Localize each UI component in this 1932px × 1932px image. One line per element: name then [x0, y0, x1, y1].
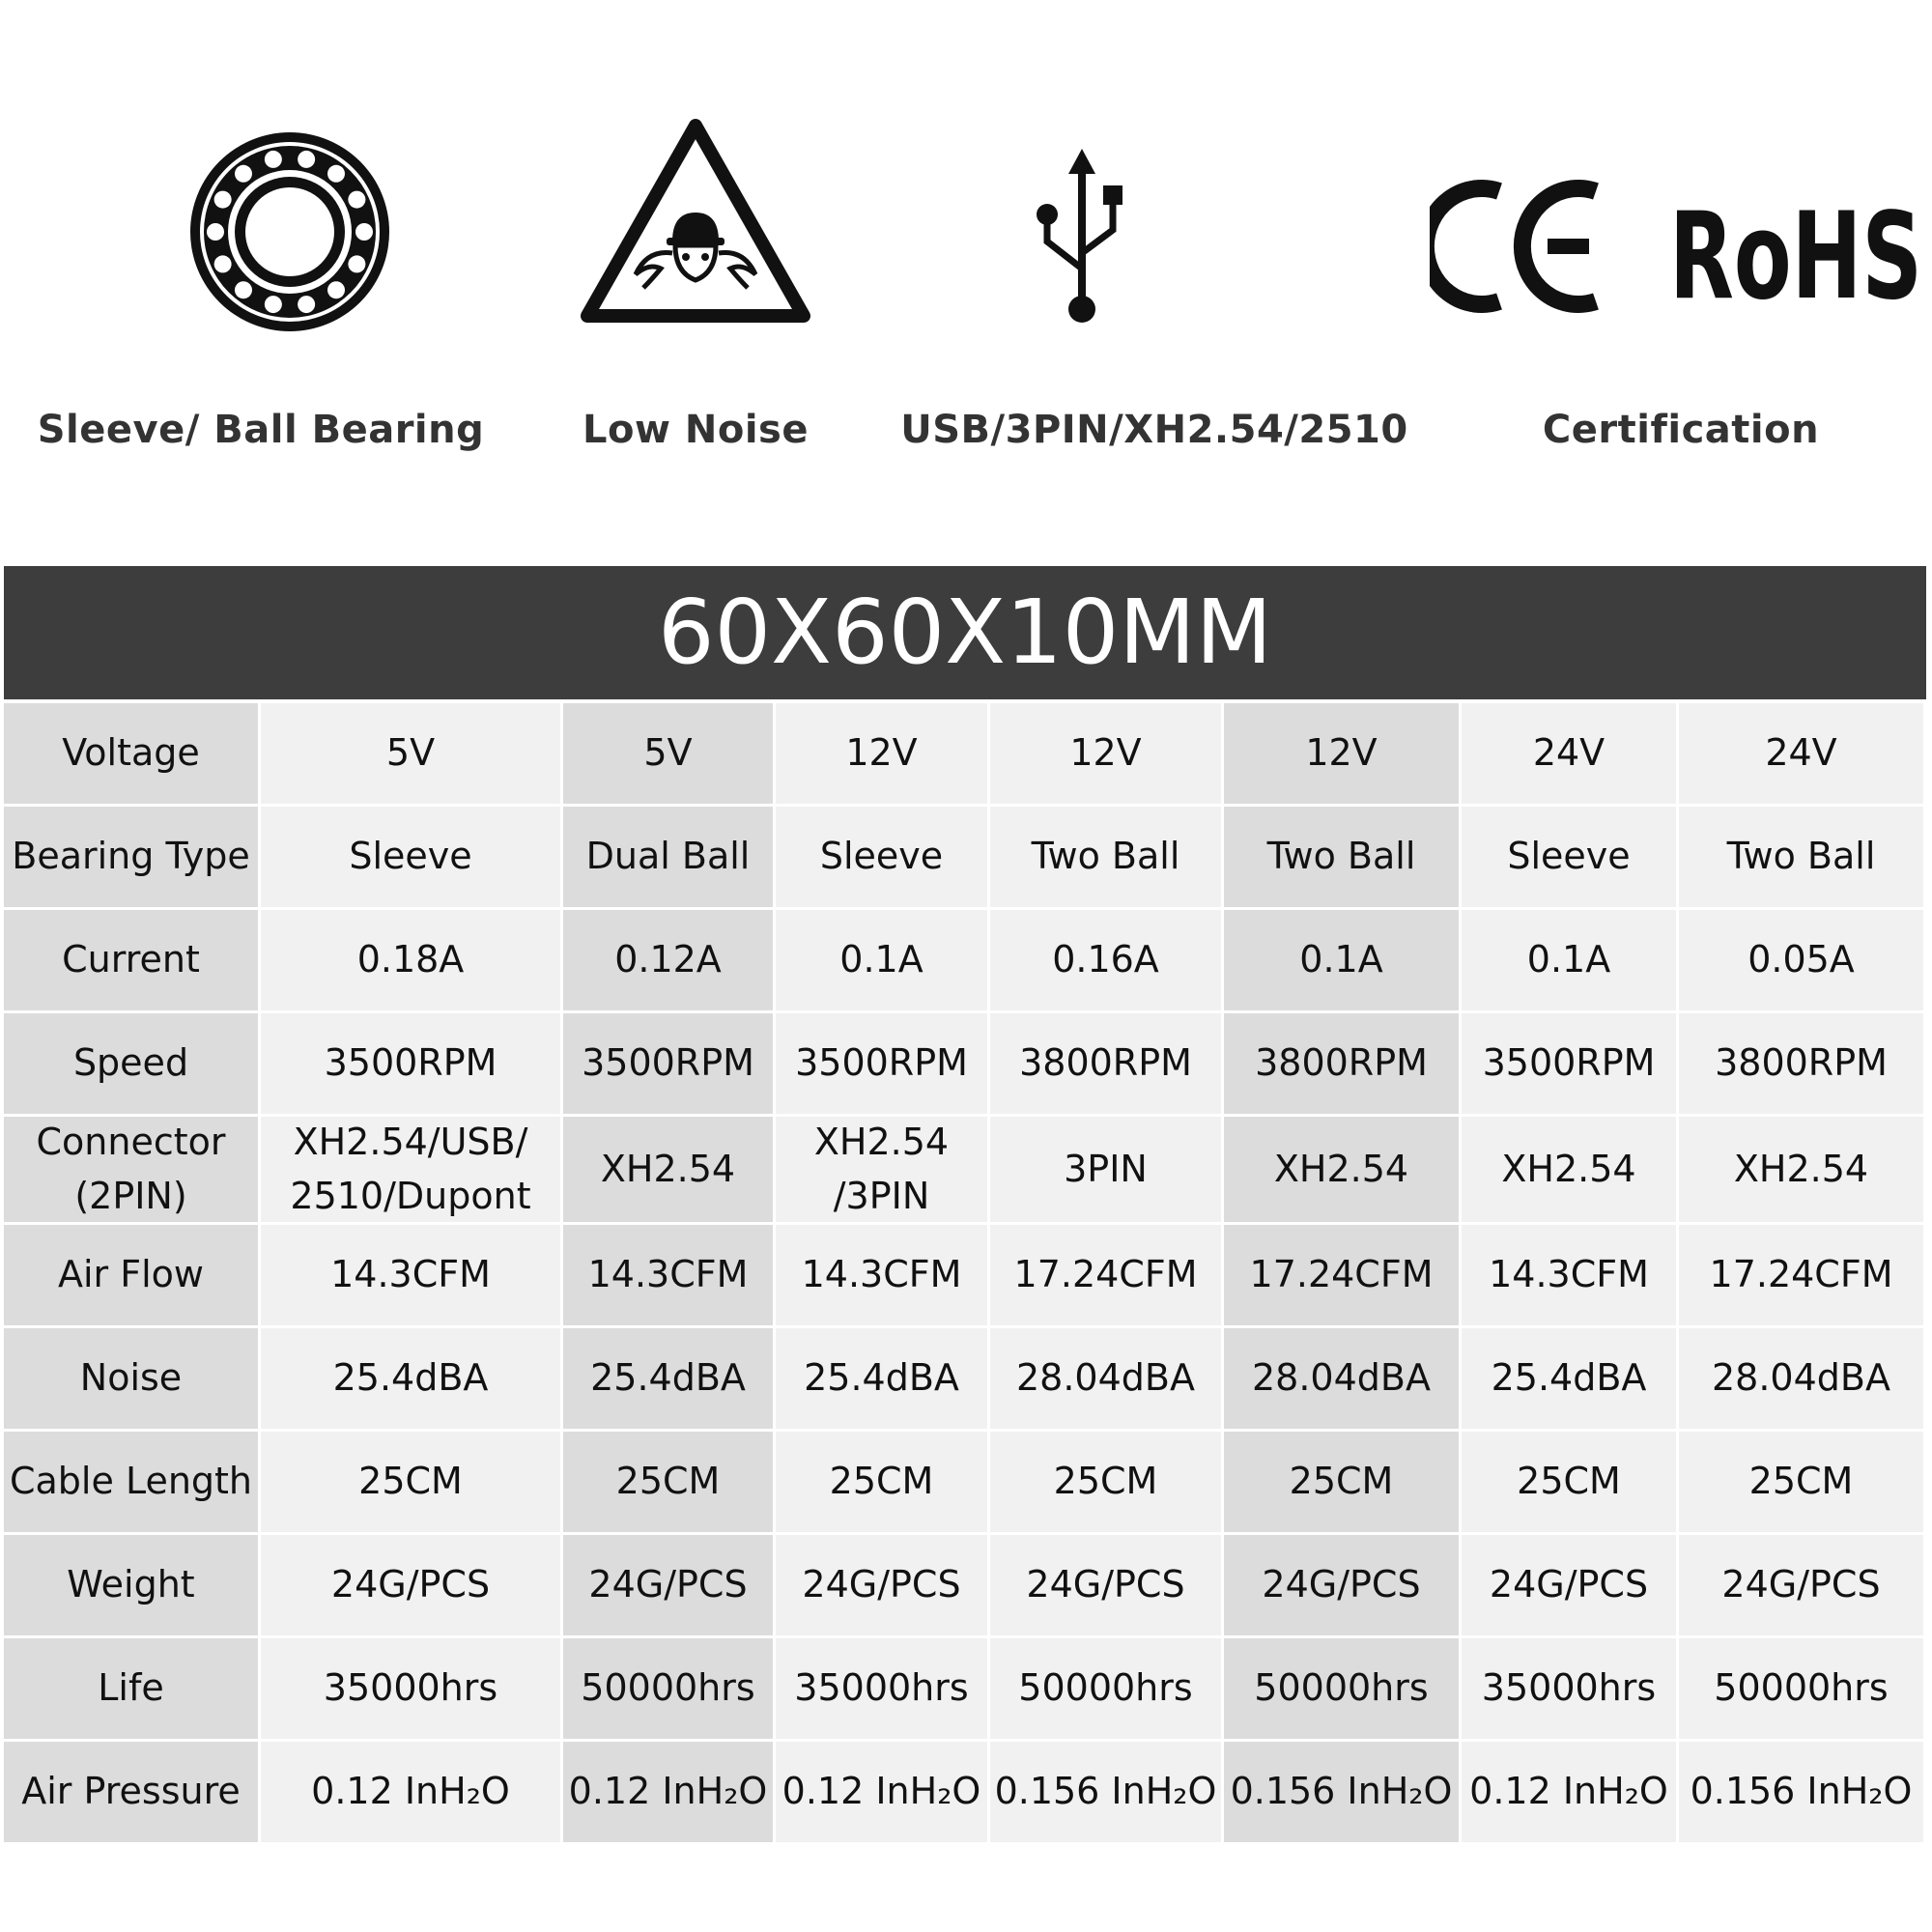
table-cell: XH2.54 [1679, 1117, 1923, 1222]
table-cell: 0.12 InH₂O [1462, 1742, 1676, 1842]
table-cell: XH2.54 [1224, 1117, 1459, 1222]
table-cell: XH2.54 [563, 1117, 773, 1222]
feature-label-certification: Certification [1542, 408, 1820, 452]
table-cell: 5V [261, 703, 560, 804]
feature-label-bearing: Sleeve/ Ball Bearing [37, 408, 485, 452]
table-row [4, 1328, 1926, 1432]
table-cell: 28.04dBA [1224, 1328, 1459, 1429]
feature-label-low-noise: Low Noise [582, 408, 809, 452]
bearing-ball [355, 223, 373, 241]
table-cell: 0.156 InH₂O [990, 1742, 1221, 1842]
table-cell: 0.1A [776, 910, 987, 1010]
table-cell: 50000hrs [1224, 1638, 1459, 1739]
table-cell: XH2.54 /3PIN [776, 1117, 987, 1222]
table-cell: Sleeve [776, 807, 987, 907]
table-row [4, 1013, 1926, 1117]
table-row [4, 1432, 1926, 1535]
table-row [4, 807, 1926, 910]
table-cell: 12V [990, 703, 1221, 804]
table-cell: 28.04dBA [1679, 1328, 1923, 1429]
table-cell: 25CM [563, 1432, 773, 1532]
table-cell: 17.24CFM [1679, 1225, 1923, 1325]
table-cell: 35000hrs [261, 1638, 560, 1739]
bearing-ball [327, 165, 345, 183]
low-noise-warning-icon [580, 118, 811, 326]
table-cell: 25CM [1462, 1432, 1676, 1532]
table-cell: 14.3CFM [776, 1225, 987, 1325]
table-cell: 0.156 InH₂O [1224, 1742, 1459, 1842]
table-row [4, 1535, 1926, 1638]
table-cell: Two Ball [990, 807, 1221, 907]
row-header: Speed [4, 1013, 258, 1114]
table-cell: 35000hrs [1462, 1638, 1676, 1739]
table-cell: 14.3CFM [563, 1225, 773, 1325]
bearing-ball [265, 296, 282, 313]
row-header: Air Flow [4, 1225, 258, 1325]
row-header: Voltage [4, 703, 258, 804]
table-cell: 25CM [776, 1432, 987, 1532]
bearing-ball [298, 151, 315, 168]
table-cell: 35000hrs [776, 1638, 987, 1739]
bearing-ball [348, 191, 365, 209]
table-row [4, 1638, 1926, 1742]
row-header: Life [4, 1638, 258, 1739]
table-cell: 5V [563, 703, 773, 804]
row-header: Bearing Type [4, 807, 258, 907]
table-cell: 24G/PCS [1462, 1535, 1676, 1635]
row-header: Noise [4, 1328, 258, 1429]
table-cell: 24G/PCS [261, 1535, 560, 1635]
table-cell: 0.05A [1679, 910, 1923, 1010]
table-row [4, 1742, 1926, 1845]
table-cell: Dual Ball [563, 807, 773, 907]
ce-rohs-icon [1430, 174, 1932, 319]
table-row [4, 910, 1926, 1013]
table-title: 60X60X10MM [4, 566, 1926, 699]
table-cell: 3800RPM [990, 1013, 1221, 1114]
bearing-ball [214, 255, 232, 272]
table-cell: 17.24CFM [990, 1225, 1221, 1325]
table-cell: XH2.54/USB/ 2510/Dupont [261, 1117, 560, 1222]
table-cell: 0.12 InH₂O [563, 1742, 773, 1842]
row-header: Weight [4, 1535, 258, 1635]
bearing-ball [235, 281, 252, 298]
usb-icon [1034, 145, 1130, 328]
bearing-ball [207, 223, 224, 241]
table-cell: Sleeve [261, 807, 560, 907]
table-cell: 50000hrs [563, 1638, 773, 1739]
table-cell: 24G/PCS [563, 1535, 773, 1635]
table-cell: 25.4dBA [563, 1328, 773, 1429]
table-cell: 0.12 InH₂O [776, 1742, 987, 1842]
table-cell: 17.24CFM [1224, 1225, 1459, 1325]
table-cell: 14.3CFM [261, 1225, 560, 1325]
table-cell: Two Ball [1679, 807, 1923, 907]
table-cell: 3500RPM [261, 1013, 560, 1114]
table-cell: 0.12A [563, 910, 773, 1010]
table-cell: 14.3CFM [1462, 1225, 1676, 1325]
table-row [4, 1225, 1926, 1328]
table-cell: 3800RPM [1224, 1013, 1459, 1114]
bearing-ball [348, 255, 365, 272]
row-header: Air Pressure [4, 1742, 258, 1842]
table-cell: 50000hrs [990, 1638, 1221, 1739]
table-cell: 24G/PCS [776, 1535, 987, 1635]
table-cell: 12V [776, 703, 987, 804]
table-row [4, 703, 1926, 807]
table-cell: 12V [1224, 703, 1459, 804]
table-cell: 25CM [990, 1432, 1221, 1532]
table-cell: 0.1A [1462, 910, 1676, 1010]
feature-label-connectors: USB/3PIN/XH2.54/2510 [900, 408, 1408, 452]
row-header: Current [4, 910, 258, 1010]
table-cell: 3800RPM [1679, 1013, 1923, 1114]
table-cell: 28.04dBA [990, 1328, 1221, 1429]
bearing-ball [298, 296, 315, 313]
table-cell: Two Ball [1224, 807, 1459, 907]
table-cell: 50000hrs [1679, 1638, 1923, 1739]
bearing-ball [327, 281, 345, 298]
table-cell: 0.12 InH₂O [261, 1742, 560, 1842]
table-cell: 25.4dBA [261, 1328, 560, 1429]
table-cell: 24G/PCS [1224, 1535, 1459, 1635]
table-cell: 3500RPM [776, 1013, 987, 1114]
ball-bearing-icon [184, 126, 396, 338]
table-cell: 25CM [261, 1432, 560, 1532]
table-cell: 0.156 InH₂O [1679, 1742, 1923, 1842]
spec-grid [4, 703, 1926, 1845]
table-cell: 24G/PCS [1679, 1535, 1923, 1635]
table-cell: 25.4dBA [776, 1328, 987, 1429]
bearing-ball [214, 191, 232, 209]
table-cell: 0.18A [261, 910, 560, 1010]
feature-strip [0, 0, 1932, 541]
rohs-mark: RoHS [1669, 187, 1922, 319]
table-cell: 0.1A [1224, 910, 1459, 1010]
table-cell: Sleeve [1462, 807, 1676, 907]
table-cell: 24G/PCS [990, 1535, 1221, 1635]
row-header: Connector (2PIN) [4, 1117, 258, 1222]
bearing-ball [235, 165, 252, 183]
table-cell: 25.4dBA [1462, 1328, 1676, 1429]
bearing-ball [265, 151, 282, 168]
table-cell: 0.16A [990, 910, 1221, 1010]
table-cell: XH2.54 [1462, 1117, 1676, 1222]
table-row [4, 1117, 1926, 1225]
table-cell: 3500RPM [1462, 1013, 1676, 1114]
table-cell: 24V [1679, 703, 1923, 804]
table-cell: 25CM [1224, 1432, 1459, 1532]
table-cell: 24V [1462, 703, 1676, 804]
table-cell: 25CM [1679, 1432, 1923, 1532]
row-header: Cable Length [4, 1432, 258, 1532]
table-cell: 3500RPM [563, 1013, 773, 1114]
table-cell: 3PIN [990, 1117, 1221, 1222]
